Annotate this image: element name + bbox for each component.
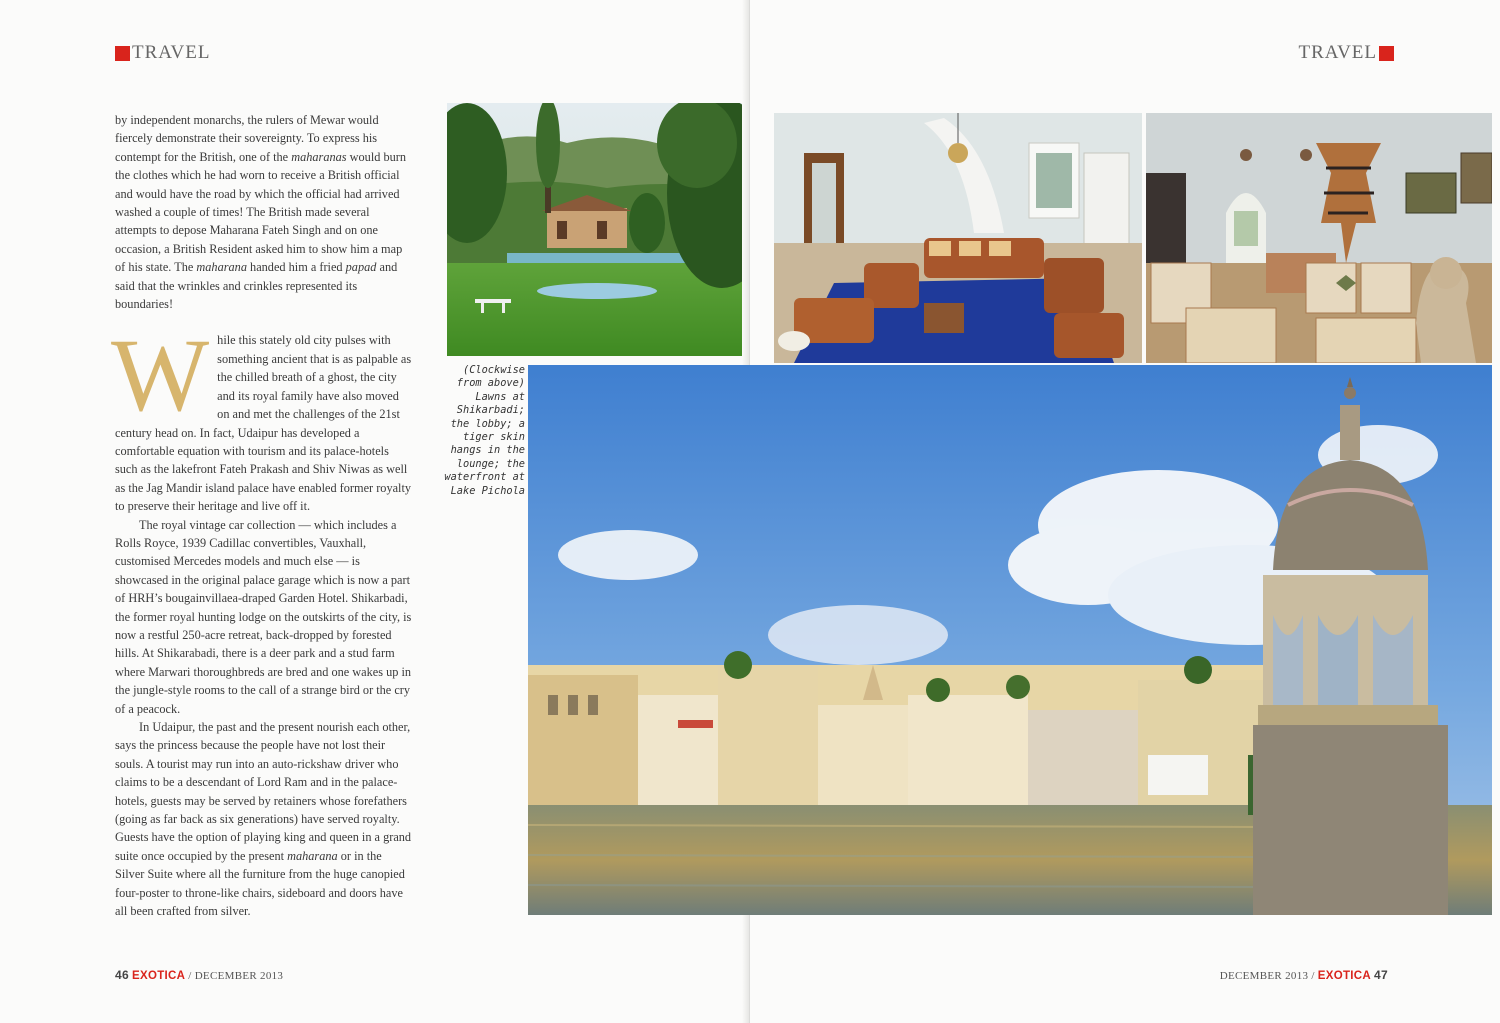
- red-square-marker: [115, 46, 130, 61]
- page-number: 47: [1374, 968, 1388, 982]
- paragraph-4: In Udaipur, the past and the present nourish each other, says the princess because the people have not lost their souls. A tourist may run into an auto-rickshaw driver who claims to be a descendant of Lord Ram and in the palace-hotels, guests may be served by retainers whose forefathers (going as far back as six generations) have served royalty. Guests have the option of playing king and queen in a grand suite once occupied by the present maharana or in the Silver Suite where all the furniture from the huge canopied four-poster to throne-like chairs, sideboard and doors have all been crafted from silver.: [115, 720, 412, 919]
- issue-date: DECEMBER 2013 /: [1219, 970, 1318, 982]
- folio-left: [115, 968, 283, 982]
- section-label-left: [115, 42, 210, 64]
- folio-right: [1220, 968, 1388, 982]
- issue-date: / DECEMBER 2013: [185, 970, 284, 982]
- shikarbadi-lawn-photo: [447, 103, 750, 356]
- magazine-name: EXOTICA: [132, 970, 186, 982]
- page-number: 46: [115, 968, 129, 982]
- section-label-right: [1299, 42, 1394, 64]
- photo-caption: (Clockwise from above) Lawns at Shikarbadi; the lobby; a tiger skin hangs in the lounge; the waterfront at Lake Pichola: [444, 364, 525, 497]
- section-label-text: TRAVEL: [132, 42, 211, 63]
- lobby-photo: [774, 113, 1142, 363]
- drop-cap: W: [111, 318, 210, 434]
- lake-pichola-waterfront-photo: [528, 365, 1492, 915]
- paragraph-2: While this stately old city pulses with something ancient that is as palpable as the chilled breath of a ghost, the city and its royal family have also moved on and met the challenges of the 21st century head on. In fact, Udaipur has developed a comfortable equation with tourism and its palace-hotels such as the lakefront Fateh Prakash and Shiv Niwas as well as the Jag Mandir island palace have enabled former royalty to preserve their heritage and live off it.: [111, 318, 412, 514]
- paragraph-3: The royal vintage car collection — which includes a Rolls Royce, 1939 Cadillac convertibles, Vauxhall, customised Mercedes models and much else — is showcased in the original palace garage which is now a part of HRH’s bougainvillaea-draped Garden Hotel. Shikarbadi, the former royal hunting lodge on the outskirts of the city, is now a restful 250-acre retreat, back-dropped by forested hills. At Shikarabadi, there is a deer park and a stud farm where Marwari thoroughbreds are bred and one wakes up in the jungle-style rooms to the call of a strange bird or the cry of a peacock.: [115, 517, 412, 716]
- section-label-text: TRAVEL: [1298, 42, 1377, 63]
- paragraph-1: by independent monarchs, the rulers of Mewar would fiercely demonstrate their sovereignty. To express his contempt for the British, one of the maharanas would burn the clothes which he had worn to receive a British official and would have the road by which the official had arrived washed a couple of times! The British made several attempts to depose Maharana Fateh Singh and on one occasion, a British Resident asked him to show him a map of his state. The maharana handed him a fried papad and said that the wrinkles and crinkles represented its boundaries!: [115, 113, 406, 312]
- red-square-marker: [1379, 46, 1394, 61]
- article-body: [111, 111, 413, 920]
- lounge-photo: [1146, 113, 1492, 363]
- magazine-name: EXOTICA: [1317, 970, 1371, 982]
